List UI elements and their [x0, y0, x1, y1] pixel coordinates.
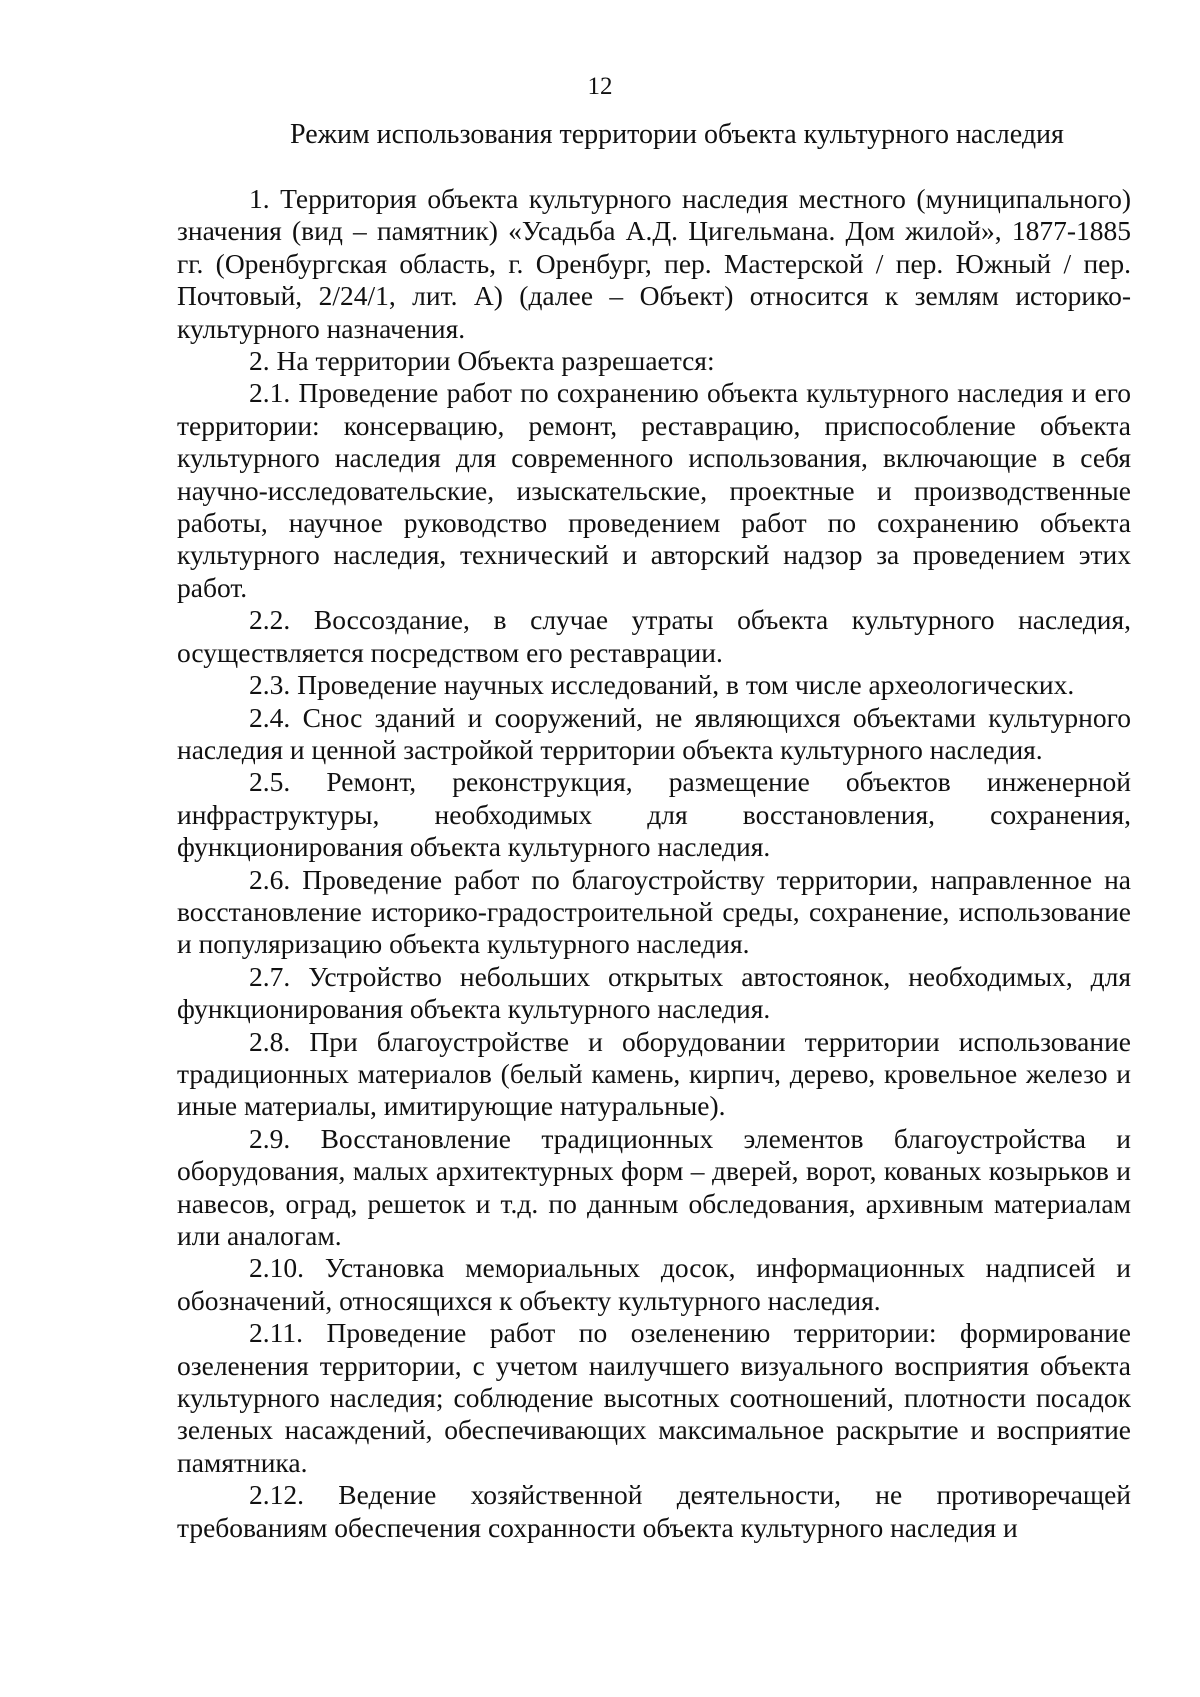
- paragraph-text: Ведение хозяйственной деятельности, не противоречащей требованиям обеспечения сохранности объекта культурного наследия и: [177, 1479, 1132, 1543]
- document-body: [177, 183, 1131, 1544]
- paragraph-number: 1.: [249, 183, 270, 214]
- paragraph-text: Ремонт, реконструкция, размещение объектов инженерной инфраструктуры, необходимых для восстановления, сохранения, функционирования объекта культурного наследия.: [177, 766, 1132, 863]
- paragraph-item: [177, 1123, 1131, 1253]
- paragraph-item: [177, 864, 1131, 961]
- paragraph-item: [177, 1317, 1131, 1479]
- paragraph-item: [177, 345, 1131, 377]
- paragraph-number: 2.4.: [249, 701, 291, 733]
- document-title: Режим использования территории объекта культурного наследия: [290, 119, 1064, 150]
- paragraph-item: [177, 183, 1131, 345]
- paragraph-number: 2.12.: [249, 1479, 304, 1511]
- paragraph-item: [177, 377, 1131, 604]
- paragraph-number: 2.2.: [249, 604, 291, 636]
- paragraph-item: [177, 1479, 1131, 1544]
- paragraph-number: 2.10.: [249, 1252, 304, 1284]
- paragraph-text: Проведение работ по сохранению объекта культурного наследия и его территории: консервацию, ремонт, реставрацию, приспособление объекта культурного наследия для современного использования, включающие в себя научно-исследовательские, изыскательские, проектные и производственные работы, научное руководство проведением работ по сохранению объекта культурного наследия, технический и авторский надзор за проведением этих работ.: [177, 377, 1132, 603]
- paragraph-number: 2.11.: [249, 1317, 303, 1349]
- paragraph-text: Устройство небольших открытых автостоянок, необходимых, для функционирования объекта культурного наследия.: [177, 960, 1132, 1025]
- paragraph-number: 2.3.: [249, 669, 291, 701]
- paragraph-text: Снос зданий и сооружений, не являющихся объектами культурного наследия и ценной застройкой территории объекта культурного наследия.: [177, 701, 1131, 765]
- paragraph-text: Территория объекта культурного наследия местного (муниципального) значения (вид – памятник) «Усадьба А.Д. Цигельмана. Дом жилой», 1877-1885 гг. (Оренбургская область, г. Оренбург, пер. Мастерской / пер. Южный / пер. Почтовый, 2/24/1, лит. А) (далее – Объект) относится к землям историко-культурного назначения.: [177, 183, 1131, 344]
- paragraph-item: [177, 604, 1131, 669]
- paragraph-item: [177, 1252, 1131, 1317]
- paragraph-number: 2.9.: [249, 1122, 291, 1154]
- paragraph-item: [177, 1026, 1131, 1123]
- paragraph-text: Проведение работ по благоустройству территории, направленное на восстановление историко-градостроительной среды, сохранение, использование и популяризацию объекта культурного наследия.: [177, 863, 1131, 960]
- paragraph-item: [177, 961, 1131, 1026]
- paragraph-text: Проведение научных исследований, в том числе археологических.: [297, 669, 1075, 701]
- paragraph-number: 2.7.: [249, 960, 291, 992]
- paragraph-item: [177, 669, 1131, 701]
- paragraph-text: Воссоздание, в случае утраты объекта культурного наследия, осуществляется посредством его реставрации.: [177, 604, 1131, 668]
- paragraph-item: [177, 702, 1131, 767]
- paragraph-text: Восстановление традиционных элементов благоустройства и оборудования, малых архитектурных форм – дверей, ворот, кованых козырьков и навесов, оград, решеток и т.д. по данным обследования, архивным материалам или аналогам.: [177, 1122, 1132, 1251]
- paragraph-text: Проведение работ по озеленению территории: формирование озеленения территории, с учетом наилучшего визуального восприятия объекта культурного наследия; соблюдение высотных соотношений, плотности посадок зеленых насаждений, обеспечивающих максимальное раскрытие и восприятие памятника.: [177, 1317, 1132, 1478]
- paragraph-number: 2.1.: [249, 377, 291, 409]
- paragraph-text: На территории Объекта разрешается:: [276, 345, 715, 377]
- paragraph-number: 2.6.: [249, 863, 291, 895]
- paragraph-number: 2.: [249, 345, 270, 377]
- paragraph-text: Установка мемориальных досок, информационных надписей и обозначений, относящихся к объекту культурного наследия.: [177, 1252, 1131, 1316]
- paragraph-item: [177, 766, 1131, 863]
- page-number: 12: [587, 73, 613, 100]
- paragraph-text: При благоустройстве и оборудовании территории использование традиционных материалов (белый камень, кирпич, дерево, кровельное железо и иные материалы, имитирующие натуральные).: [177, 1025, 1131, 1122]
- paragraph-number: 2.5.: [249, 766, 291, 798]
- paragraph-number: 2.8.: [249, 1025, 291, 1057]
